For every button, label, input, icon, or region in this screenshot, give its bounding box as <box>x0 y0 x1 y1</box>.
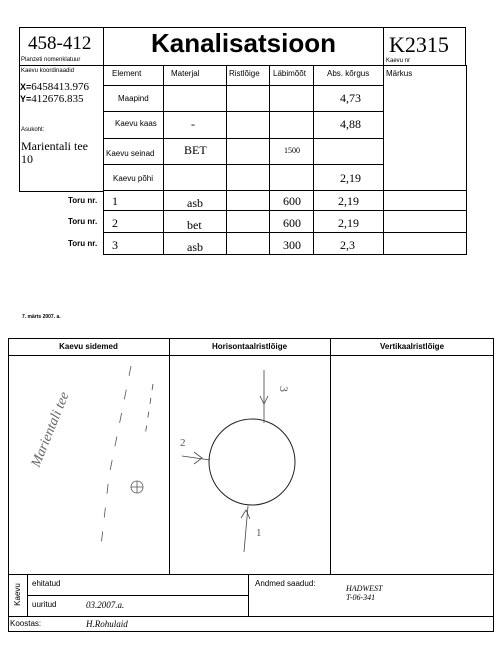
pipe-diameter: 600 <box>283 194 301 208</box>
location-value: Marientali tee 10 <box>21 139 88 166</box>
row-material: - <box>191 117 195 131</box>
page-title: Kanalisatsioon <box>151 28 336 58</box>
pipe-2-line <box>182 456 210 460</box>
measured-label: uuritud <box>32 600 57 609</box>
pipe-label: 1 <box>256 527 262 539</box>
compiled-label: Koostas: <box>10 619 42 628</box>
x-label: X= <box>20 82 32 92</box>
coords-label: Kaevu koordinaadid <box>21 68 75 74</box>
row-element: Kaevu kaas <box>115 119 157 128</box>
row-element: Kaevu põhi <box>113 174 154 183</box>
row-element: Kaevu seinad <box>106 149 155 158</box>
data-from-label: Andmed saadud: <box>255 579 316 588</box>
data-from-value2: T-06-341 <box>346 593 376 602</box>
data-from-value1: HADWEST <box>346 584 383 593</box>
header-diameter: Läbimõõt <box>273 69 306 78</box>
well-outline <box>209 419 295 505</box>
row-diameter: 1500 <box>284 146 300 155</box>
header-height: Abs. kõrgus <box>327 69 370 78</box>
location-label: Asukoht: <box>21 127 45 133</box>
row-material: BET <box>184 143 207 157</box>
footer-frame <box>8 574 494 632</box>
header-section: Ristlõige <box>229 69 260 78</box>
pipe-no: 3 <box>112 238 118 252</box>
footer-vertical-label: Kaevu <box>12 583 22 606</box>
header-note: Märkus <box>386 69 413 78</box>
pipe-label: Toru nr. <box>68 239 98 248</box>
pipe-height: 2,19 <box>338 194 359 208</box>
sketch-col-vertical: Vertikaalristlõige <box>379 342 445 351</box>
row-height: 4,88 <box>340 117 361 131</box>
header-material: Materjal <box>171 69 200 78</box>
measured-value: 03.2007.a. <box>86 600 125 610</box>
well-no-value: K2315 <box>389 32 449 57</box>
y-coordinate <box>20 93 84 105</box>
built-label: ehitatud <box>32 579 61 588</box>
pipe-no: 2 <box>112 216 118 230</box>
well-no-label: Kaevu nr <box>386 58 411 64</box>
street-handwriting: Marientali tee <box>28 389 73 470</box>
row-height: 2,19 <box>340 171 361 185</box>
pipe-height: 2,3 <box>340 238 355 252</box>
date-note: 7. märts 2007. a. <box>22 314 61 320</box>
y-value: 412676.835 <box>31 93 84 105</box>
pipe-no: 1 <box>112 194 118 208</box>
header-element: Element <box>112 69 142 78</box>
horizontal-section-sketch <box>170 356 330 574</box>
row-element: Maapind <box>118 94 149 103</box>
pipe-height: 2,19 <box>338 216 359 230</box>
y-label: Y= <box>20 94 32 104</box>
planzet-label: Planzeti nomenklatuur <box>21 57 81 63</box>
pipe-diameter: 600 <box>283 216 301 230</box>
x-value: 6458413.976 <box>31 81 90 93</box>
pipe-material: asb <box>187 240 203 254</box>
street-edge-line-2 <box>145 384 153 436</box>
compiled-value: H.Rohulaid <box>86 619 128 629</box>
row-height: 4,73 <box>340 91 361 105</box>
pipe-material: asb <box>187 196 203 210</box>
connections-sketch <box>9 356 169 574</box>
pipe-label: Toru nr. <box>68 196 98 205</box>
pipe-1-arrow-icon <box>241 510 250 519</box>
pipe-label: 2 <box>180 437 186 449</box>
street-edge-line <box>101 366 131 546</box>
pipe-diameter: 300 <box>283 238 301 252</box>
planzet-value: 458-412 <box>28 33 92 54</box>
pipe-material: bet <box>187 218 202 232</box>
well-symbol-icon <box>131 481 143 493</box>
sketch-col-horizontal: Horisontaalristlõige <box>211 342 288 351</box>
pipe-label: Toru nr. <box>68 217 98 226</box>
pipe-label: 3 <box>277 386 291 392</box>
sketch-col-connections: Kaevu sidemed <box>59 342 118 351</box>
x-coordinate <box>20 81 89 93</box>
